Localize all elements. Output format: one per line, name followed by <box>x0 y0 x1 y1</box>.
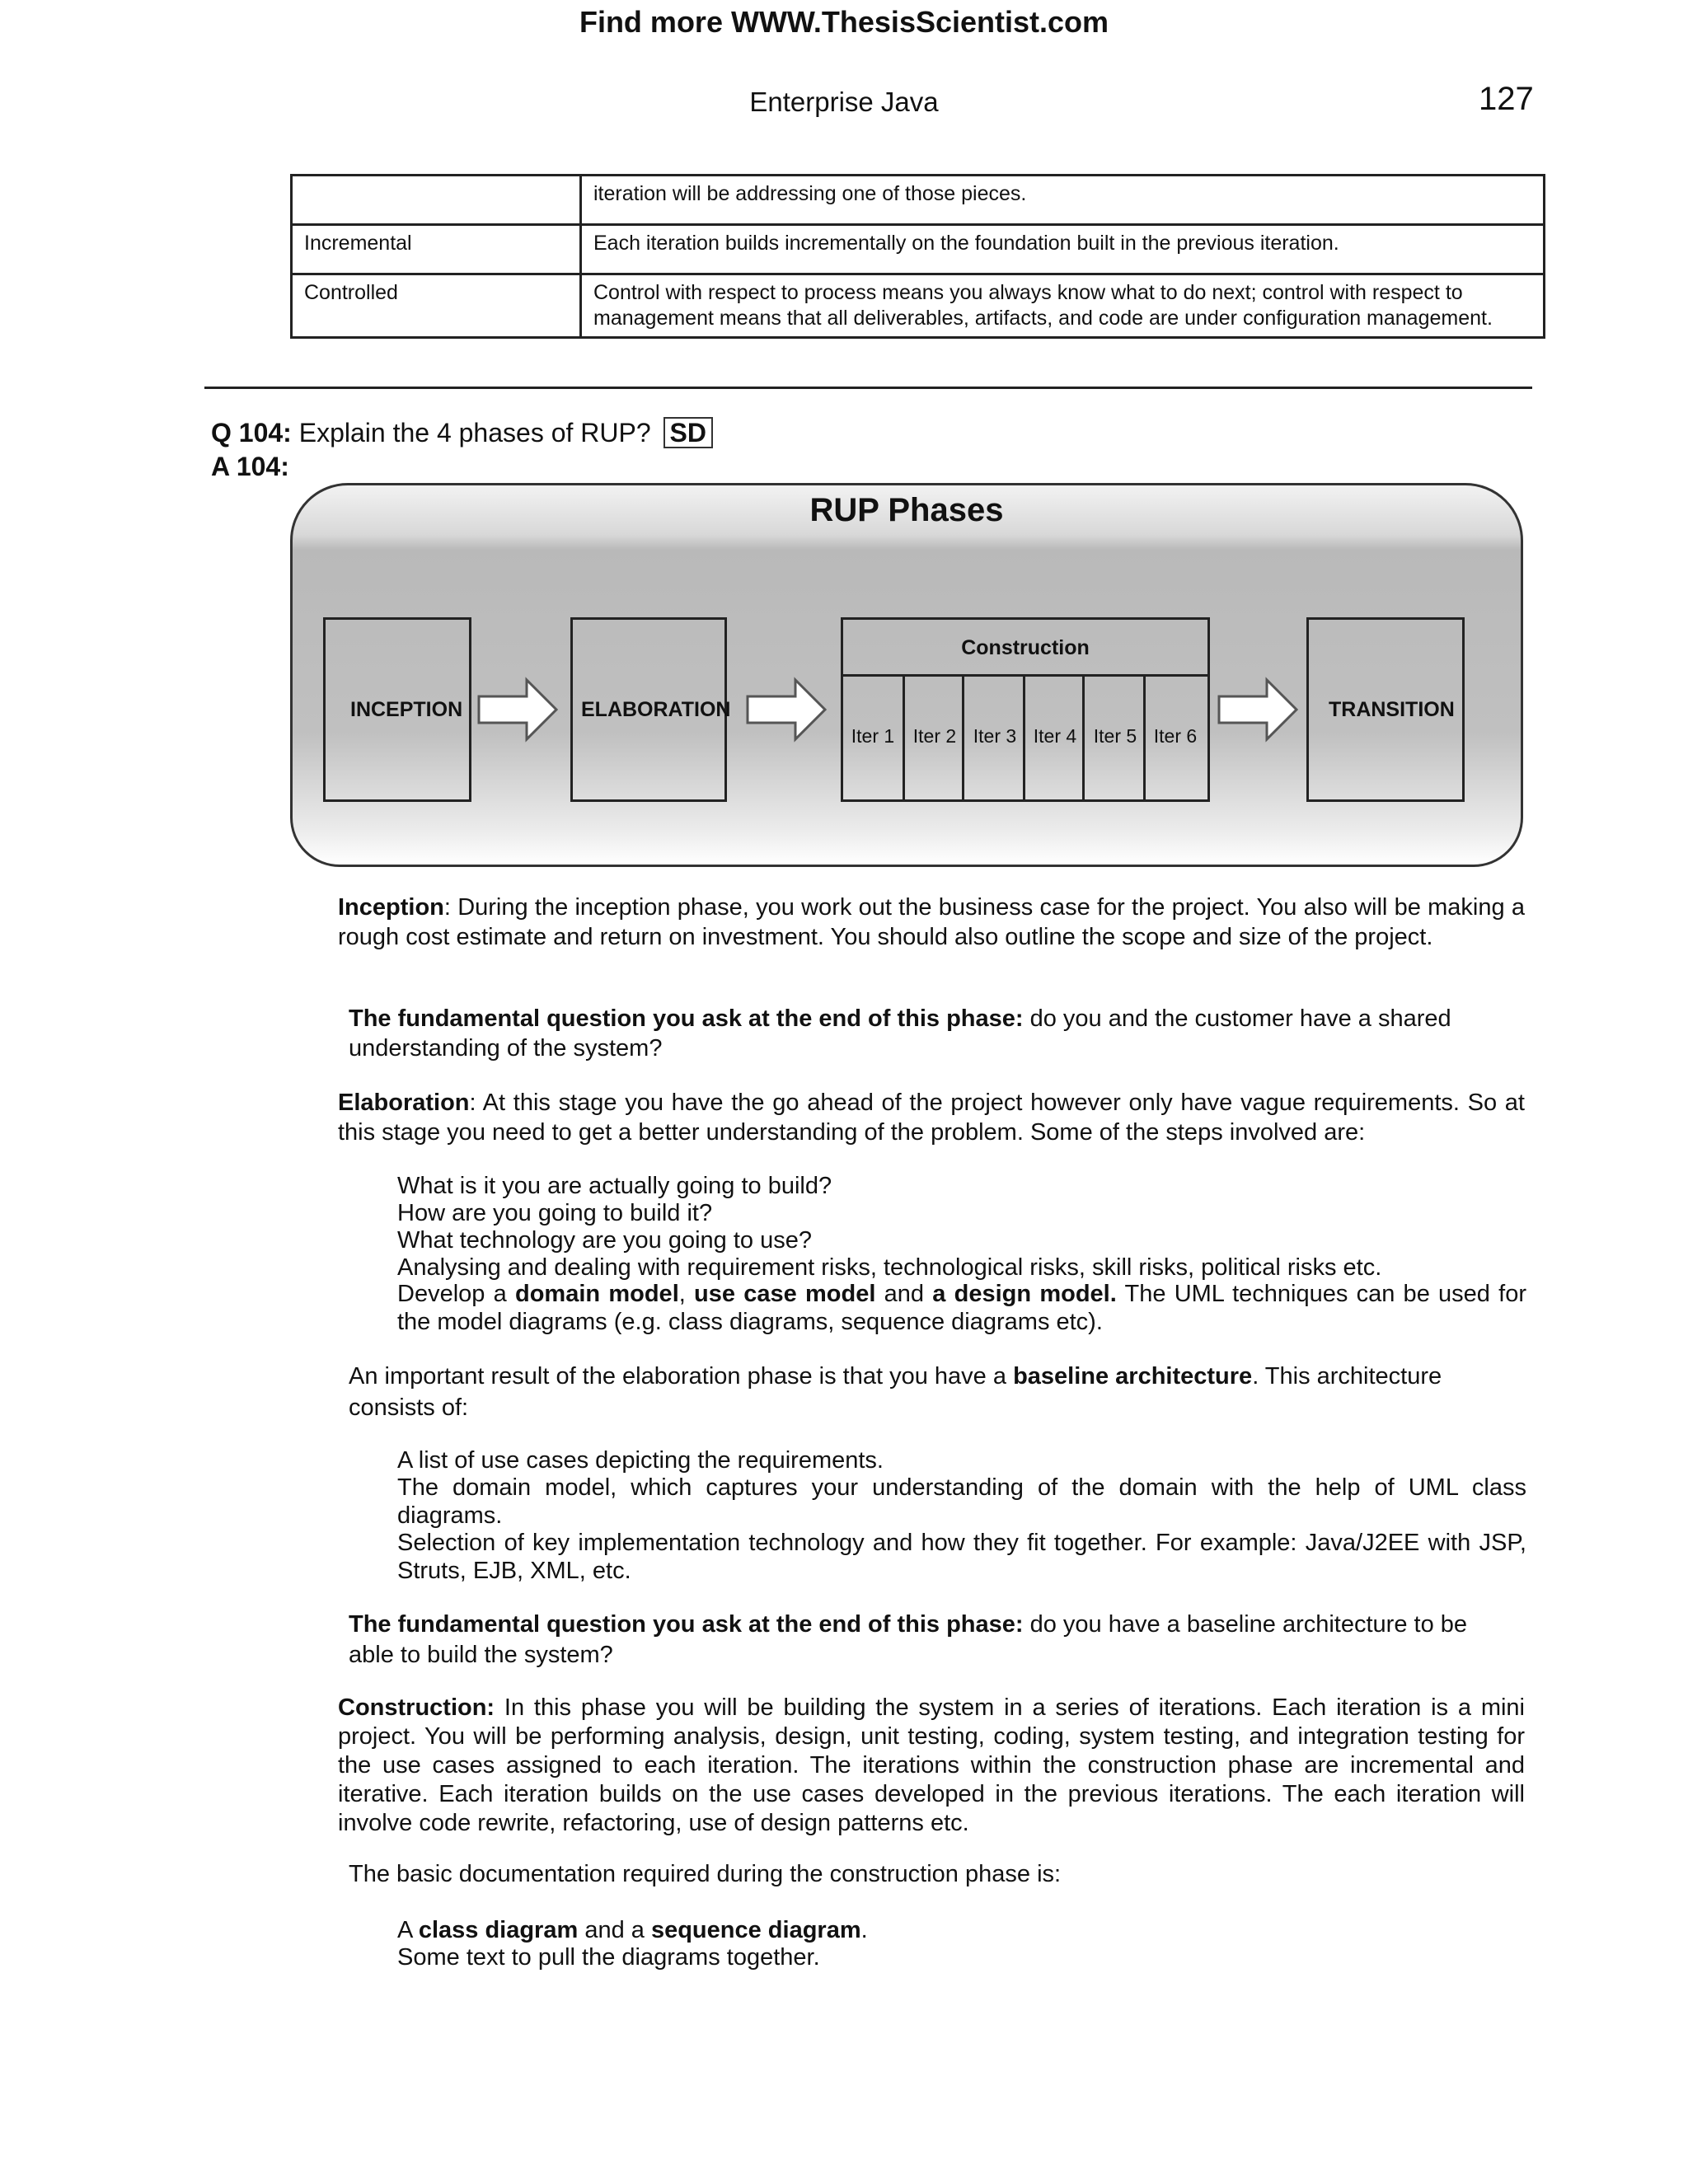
iteration-cell <box>903 676 964 799</box>
table-row <box>292 274 1545 338</box>
question-label: Q 104: <box>211 418 292 448</box>
fq1-text: do you and the customer have a shared understanding of the system? <box>349 1005 1451 1062</box>
iteration-cell <box>962 676 1025 799</box>
iteration-label: Iter 5 <box>1093 725 1137 747</box>
construction-text: In this phase you will be building the system in a series of iterations. Each iteration is a mini project. You will be performing analysis, design, unit testing, coding, system testing, and integration testing for the use cases assigned to each iteration. The iterations within the construction phase are incremental and iterative. Each iteration builds on the use cases developed in the previous iterations. The each iteration will involve code rewrite, refactoring, use of design patterns etc. <box>338 1694 1525 1836</box>
iteration-label: Iter 1 <box>851 725 895 747</box>
list-item: What technology are you going to use? <box>397 1227 812 1254</box>
inception-paragraph <box>338 893 1525 952</box>
rup-phases-diagram <box>290 483 1523 867</box>
list-item: What is it you are actually going to build? <box>397 1173 832 1199</box>
difficulty-badge: SD <box>663 417 713 448</box>
iteration-label: Iter 4 <box>1033 725 1077 747</box>
transition-box <box>1306 617 1465 802</box>
list-item: How are you going to build it? <box>397 1200 713 1226</box>
doc-and-text: and a <box>578 1917 651 1943</box>
table-cell-desc: Each iteration builds incrementally on the foundation built in the previous iteration. <box>581 225 1545 274</box>
term-inception: Inception <box>338 894 444 921</box>
list-item: Some text to pull the diagrams together. <box>397 1944 820 1971</box>
question-line <box>211 417 713 448</box>
table-row <box>292 176 1545 225</box>
inception-box <box>323 617 471 802</box>
arrow-icon <box>477 677 560 743</box>
list-item: The domain model, which captures your understanding of the domain with the help of UML class diagrams. <box>397 1474 1526 1529</box>
fq-label: The fundamental question you ask at the end of this phase: <box>349 1005 1024 1032</box>
site-banner: Find more WWW.ThesisScientist.com <box>579 5 1109 39</box>
running-title: Enterprise Java <box>749 87 939 117</box>
fundamental-question-2 <box>349 1610 1511 1671</box>
use-case-model-term: use case model <box>694 1281 876 1307</box>
term-elaboration: Elaboration <box>338 1090 470 1116</box>
comma-text: , <box>678 1281 695 1307</box>
doc-a-text: A <box>397 1917 419 1943</box>
construction-paragraph <box>338 1694 1525 1838</box>
term-construction: Construction: <box>338 1694 495 1721</box>
table-cell-term: Incremental <box>292 225 581 274</box>
iteration-label: Iter 6 <box>1153 725 1198 747</box>
sequence-diagram-term: sequence diagram <box>650 1917 861 1943</box>
answer-label: A 104: <box>211 452 289 481</box>
table-cell-desc: iteration will be addressing one of those pieces. <box>581 176 1545 225</box>
iteration-cell <box>1082 676 1146 799</box>
construction-label: Construction <box>961 636 1090 659</box>
diagram-title: RUP Phases <box>809 492 1004 528</box>
characteristics-table <box>290 174 1545 339</box>
and-text: and <box>875 1281 933 1307</box>
iteration-cell <box>843 676 903 799</box>
develop-rest-text: The UML techniques can be used for the model diagrams (e.g. class diagrams, sequence diagrams etc). <box>397 1281 1527 1335</box>
inception-text: : During the inception phase, you work out the business case for the project. You also will be making a rough cost estimate and return on investment. You should also outline the scope and size of the project. <box>338 894 1525 950</box>
domain-model-term: domain model <box>515 1281 679 1307</box>
arrow-icon <box>746 677 828 743</box>
iteration-label: Iter 3 <box>973 725 1017 747</box>
table-cell-term <box>292 176 581 225</box>
baseline-paragraph <box>349 1361 1503 1423</box>
elaboration-label: ELABORATION <box>581 698 731 721</box>
list-item: Selection of key implementation technology and how they fit together. For example: Java/J2EE with JSP, Struts, EJB, XML, etc. <box>397 1530 1526 1584</box>
page-number: 127 <box>1479 81 1534 117</box>
list-item: A list of use cases depicting the requirements. <box>397 1447 884 1474</box>
elaboration-box <box>570 617 731 802</box>
table-row <box>292 225 1545 274</box>
result-pre-text: An important result of the elaboration phase is that you have a <box>349 1363 1014 1390</box>
iteration-cell <box>1143 676 1205 799</box>
list-item: Analysing and dealing with requirement risks, technological risks, skill risks, political risks etc. <box>397 1254 1382 1281</box>
iteration-label: Iter 2 <box>912 725 957 747</box>
elaboration-paragraph <box>338 1088 1525 1147</box>
documentation-intro: The basic documentation required during the construction phase is: <box>349 1861 1062 1887</box>
fq-label: The fundamental question you ask at the end of this phase: <box>349 1611 1024 1638</box>
arrow-icon <box>1217 677 1300 743</box>
table-cell-desc: Control with respect to process means you always know what to do next; control with respect to management means that all deliverables, artifacts, and code are under configuration management. <box>581 274 1545 338</box>
develop-text: Develop a <box>397 1281 515 1307</box>
fundamental-question-1 <box>349 1004 1536 1063</box>
class-diagram-term: class diagram <box>418 1917 579 1943</box>
section-divider <box>204 387 1532 389</box>
design-model-term: a design model. <box>932 1281 1117 1307</box>
question-text: Explain the 4 phases of RUP? <box>298 418 651 448</box>
list-item <box>397 1280 1526 1336</box>
transition-label: TRANSITION <box>1329 698 1455 721</box>
inception-label: INCEPTION <box>350 698 463 721</box>
iteration-cell <box>1023 676 1085 799</box>
table-cell-term: Controlled <box>292 274 581 338</box>
period-text: . <box>860 1917 868 1943</box>
fq2-text: do you have a baseline architecture to be able to build the system? <box>349 1611 1468 1668</box>
result-post-text: . This architecture consists of: <box>349 1363 1442 1421</box>
elaboration-text: : At this stage you have the go ahead of the project however only have vague requirements. So at this stage you need to get a better understanding of the problem. Some of the steps involved are: <box>338 1090 1525 1146</box>
list-item <box>397 1916 868 1944</box>
construction-box <box>841 617 1210 802</box>
baseline-architecture-term: baseline architecture <box>1013 1363 1253 1390</box>
